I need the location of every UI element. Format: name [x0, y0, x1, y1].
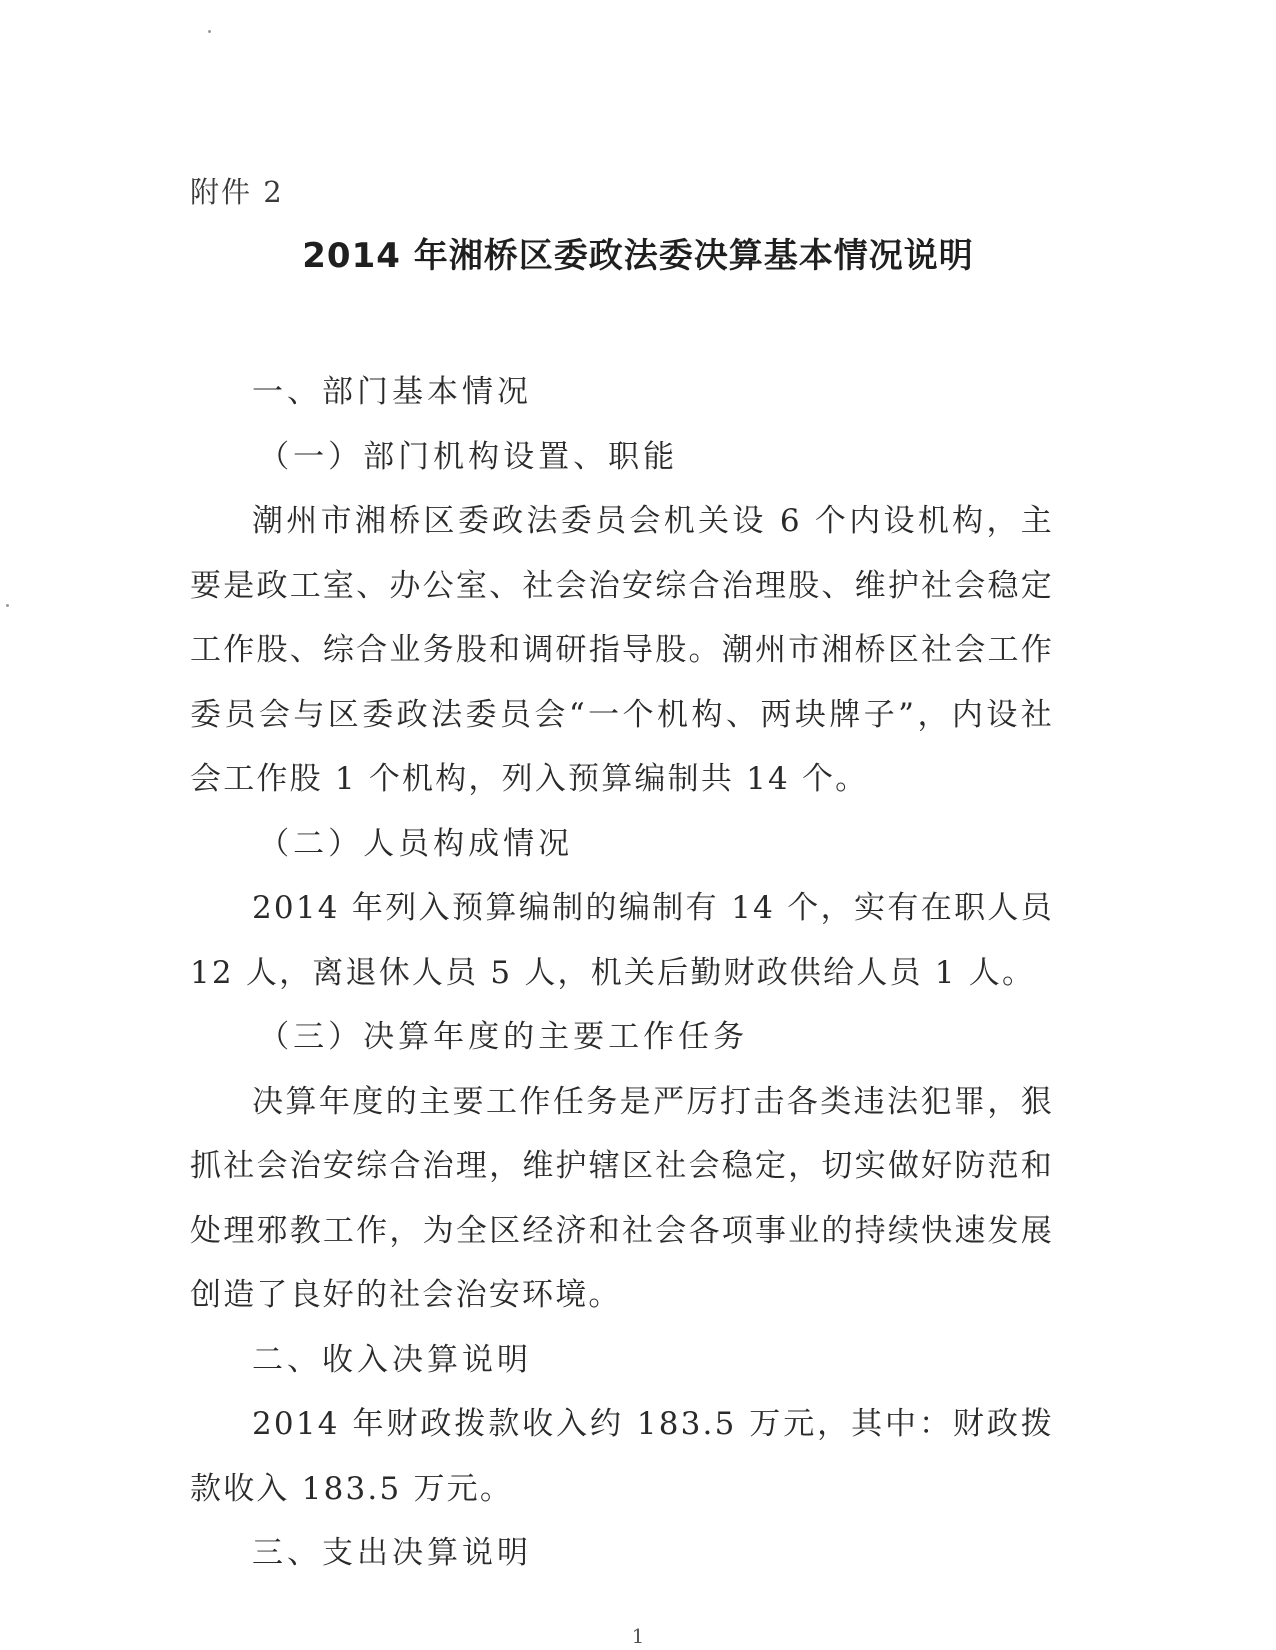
- subsection-heading-3: （三）决算年度的主要工作任务: [258, 1019, 749, 1055]
- scan-speck: [6, 604, 9, 607]
- section-heading-1: 一、部门基本情况: [252, 374, 532, 410]
- scan-speck: [208, 30, 211, 33]
- paragraph-staffing: 2014 年列入预算编制的编制有 14 个，实有在职人员 12 人，离退休人员 5 人，机关后勤财政供给人员 1 人。: [190, 890, 1054, 991]
- section-heading-3: 三、支出决算说明: [252, 1535, 532, 1571]
- section-heading-2: 二、收入决算说明: [252, 1341, 532, 1378]
- subsection-heading-1: （一）部门机构设置、职能: [258, 438, 679, 475]
- paragraph-income: 2014 年财政拨款收入约 183.5 万元，其中：财政拨款收入 183.5 万元。: [190, 1406, 1054, 1507]
- page-number: 1: [631, 1624, 645, 1648]
- paragraph-tasks: 决算年度的主要工作任务是严厉打击各类违法犯罪，狠抓社会治安综合治理，维护辖区社会稳定，切实做好防范和处理邪教工作，为全区经济和社会各项事业的持续快速发展创造了良好的社会治安环境。: [190, 1083, 1054, 1313]
- document-body: [190, 360, 1054, 1586]
- attachment-label: 附件 2: [190, 175, 284, 209]
- paragraph-organization: 潮州市湘桥区委政法委员会机关设 6 个内设机构，主要是政工室、办公室、社会治安综合治理股、维护社会稳定工作股、综合业务股和调研指导股。潮州市湘桥区社会工作委员会与区委政法委员会“一个机构、两块牌子”，内设社会工作股 1 个机构，列入预算编制共 14 个。: [190, 503, 1054, 797]
- document-title: 2014 年湘桥区委政法委决算基本情况说明: [302, 236, 974, 276]
- subsection-heading-2: （二）人员构成情况: [258, 825, 574, 862]
